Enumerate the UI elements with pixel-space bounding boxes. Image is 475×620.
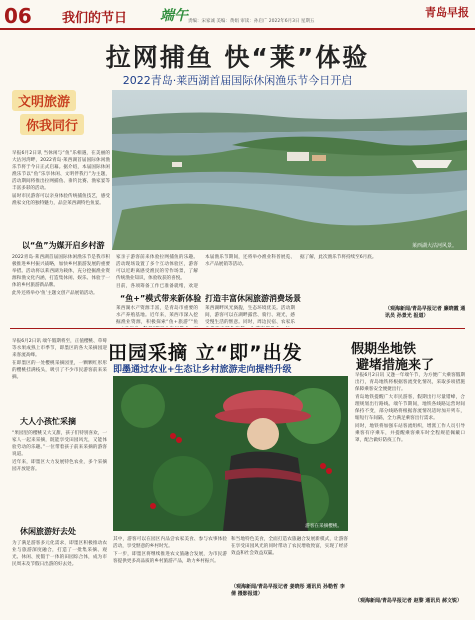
paragraph: 莱西湖水产资源丰富，是青岛市重要的水产养殖基地。近年来，莱西市深入挖掘渔业资源，积极探索“鱼+旅游”“鱼 [116, 306, 198, 325]
section-divider [10, 328, 465, 329]
paragraph: 其中，游客可以在园区内品尝农家美食、参与农事体验活动，享受惬意的乡村时光。 [113, 537, 227, 549]
cherry-picking-photo [113, 376, 348, 531]
paragraph: 早报6月2日讯 当休闲与“鱼”乐相遇，在美丽的大沽河湾畔，2022青岛·莱西湖首届国际休闲渔乐节将于今日正式启幕。据介绍，本届国际休闲渔乐节以“鱼”乐享休闲、文明伴我行”为主题，活动期间将推出拉网捕鱼、垂钓比赛、渔家宴等丰富多彩的活动。 [12, 151, 110, 191]
badge-line-2: 你我同行 [20, 114, 84, 135]
paper-masthead: 青岛早报 [425, 6, 469, 19]
paragraph: 莱西湖畔风光旖旎，生态环境优美。活动期间，游客可以在湖畔露营、骑行、观光，感受慢生活的惬意。同时，周边民宿、农家乐 [205, 306, 295, 325]
paragraph: “果园里的樱桃又大又甜，孩子们特别喜欢，一家人一起来采摘，既能享受田园风光，又能体验劳动的乐趣。”一位带着孩子前来采摘的游客说道。 [12, 431, 107, 457]
article1-lead [12, 150, 110, 236]
article1-byline: （观海新闻/青岛早报记者 廉晓霞 通讯员 孙景光 报道） [385, 306, 466, 319]
paragraph: 早报6月2日讯 又逢一年端午节，为方便广大乘客假期出行，青岛地铁将根据客流变化情况，采取多项措施保障乘客安全便捷出行。 [355, 373, 465, 392]
article1-subhead-2: “鱼+”模式带来新体验 [120, 294, 202, 303]
article2-col3 [12, 540, 107, 616]
paragraph: 此外还将举办‘鱼’主题文创产品展销活动。 [12, 291, 98, 296]
page-header [0, 0, 475, 30]
article2-col1 [12, 338, 107, 410]
section-title: 我们的节日 [62, 11, 128, 26]
lake-photo [112, 90, 467, 250]
paragraph: 为了满足游客多元化需求，即墨区积极推动农业与旅游深度融合，打造了一批集采摘、观光、休闲、度假于一体的田园综合体，成为市民周末及节假日出游的好去处。 [12, 541, 107, 567]
lake-photo-caption: 莱西湖大沽河风景。 [411, 243, 457, 249]
badge-line-1: 文明旅游 [12, 90, 76, 111]
paragraph: 早报6月2日讯 端午假期将至，正值樱桃、草莓等水果成熟上市季节，即墨区的各大采摘园迎来客流高峰。 [12, 339, 107, 358]
article2-subhead-2: 休闲旅游好去处 [20, 527, 76, 536]
article1-headline: 拉网捕鱼 快“莱”体验 [105, 43, 370, 72]
paragraph: 青岛地铁提醒广大市民游客，假期出行尽量错峰，合理规划出行路线。端午节期间，地铁各线路运营时间保持不变，部分线路将根据客流情况适时加开列车，缩短行车间隔，全力满足乘客出行需求。 [355, 395, 465, 421]
article3-body [355, 372, 465, 594]
article3-headline-line2: 避堵措施来了 [356, 358, 435, 373]
page-number: 06 [4, 4, 32, 28]
lake-landscape-image [112, 90, 467, 250]
paragraph: 家亲子游客前来体验拉网捕鱼的乐趣。活动现场设置了多个互动体验区，游客可以近距离感受渔民的劳作场景，了解传统渔业知识，体验收获的喜悦。 [116, 255, 198, 281]
paragraph: 近年来，即墨区大力发展特色农业，多个采摘园开放迎客。 [12, 460, 107, 472]
article1-col4 [116, 305, 198, 327]
paragraph: 届时市民游客可以亲身体验传统捕鱼技艺，感受渔家文化的独特魅力，品尝莱西湖特色鱼宴。 [12, 194, 110, 206]
paragraph: 下一步，即墨区将继续推进农文旅融合发展，为市民游客提供更多高品质的乡村旅游产品，助力乡村振兴。 [113, 552, 227, 564]
article1-col5 [205, 305, 295, 327]
article1-col3 [116, 254, 198, 290]
article1-col6 [300, 254, 465, 312]
article3-byline: （观海新闻/青岛早报记者 赵黎 通讯员 郝文锐） [355, 598, 463, 604]
paragraph: 本届渔乐节期间，还将举办渔业科普展览、水产品展销等活动。 [205, 255, 295, 267]
cherry-photo-caption: 游客在采摘樱桃。 [305, 524, 342, 529]
article2-subhead: 即墨通过农业+生态让乡村旅游走向提档升级 [113, 365, 292, 375]
section-decoration: 端午 [160, 8, 188, 24]
article1-subhead-3: 打造丰富休闲旅游消费场景 [205, 294, 301, 303]
cherry-picking-image [113, 376, 348, 531]
paragraph: 同时，地铁将加强车站客流组织，增派工作人员引导乘客有序乘车，并提醒乘客乘车时全程规范佩戴口罩，配合做好防疫工作。 [355, 424, 465, 443]
article3-headline-line1: 假期坐地铁 [351, 342, 417, 357]
article2-subhead-1: 大人小孩忙采摘 [20, 417, 76, 426]
civilized-travel-badge [12, 90, 104, 138]
paragraph: 据了解，此次渔乐节将持续至6月底。 [300, 255, 377, 260]
article2-headline: 田园采摘 立“即”出发 [108, 342, 303, 364]
article1-col2 [12, 254, 110, 326]
page-meta: 责编：宋家诚 美编：黄娟 审读：孙启广 2022年6月3日 星期五 [188, 19, 315, 24]
paragraph: 目前，各项筹备工作已准备就绪，欢迎 [116, 284, 198, 289]
article1-subhead-1: 以“鱼”为媒开启乡村游 [22, 241, 105, 250]
article2-col5 [231, 536, 348, 582]
paragraph: 2022青岛·莱西湖首届国际休闲渔乐节是我市积极推进乡村振兴战略，加快乡村旅游发展的重要举措。活动将以莱西湖为载体，充分挖掘渔业资源和渔文化内涵，打造集休闲、娱乐、体验于一体的乡村旅游新品牌。 [12, 255, 110, 288]
article1-col4b [205, 254, 295, 290]
article2-col4 [113, 536, 227, 606]
article2-byline: （观海新闻/青岛早报记者 姜晓彤 通讯员 孙勒哲 李倩 摄影报道） [231, 584, 345, 597]
paragraph: 和当地特色美食，全面打造农旅融合发展新模式，让游客在享受田园风光的同时带动了农民增收致富，实现了经济效益和社会效益双赢。 [231, 537, 348, 556]
paragraph: 在即墨区的一处樱桃采摘园里，一颗颗红彤彤的樱桃挂满枝头，吸引了不少市民游客前来采摘。 [12, 361, 107, 380]
article2-col2 [12, 430, 107, 522]
article1-subhead: 2022青岛·莱西湖首届国际休闲渔乐节今日开启 [122, 74, 353, 87]
